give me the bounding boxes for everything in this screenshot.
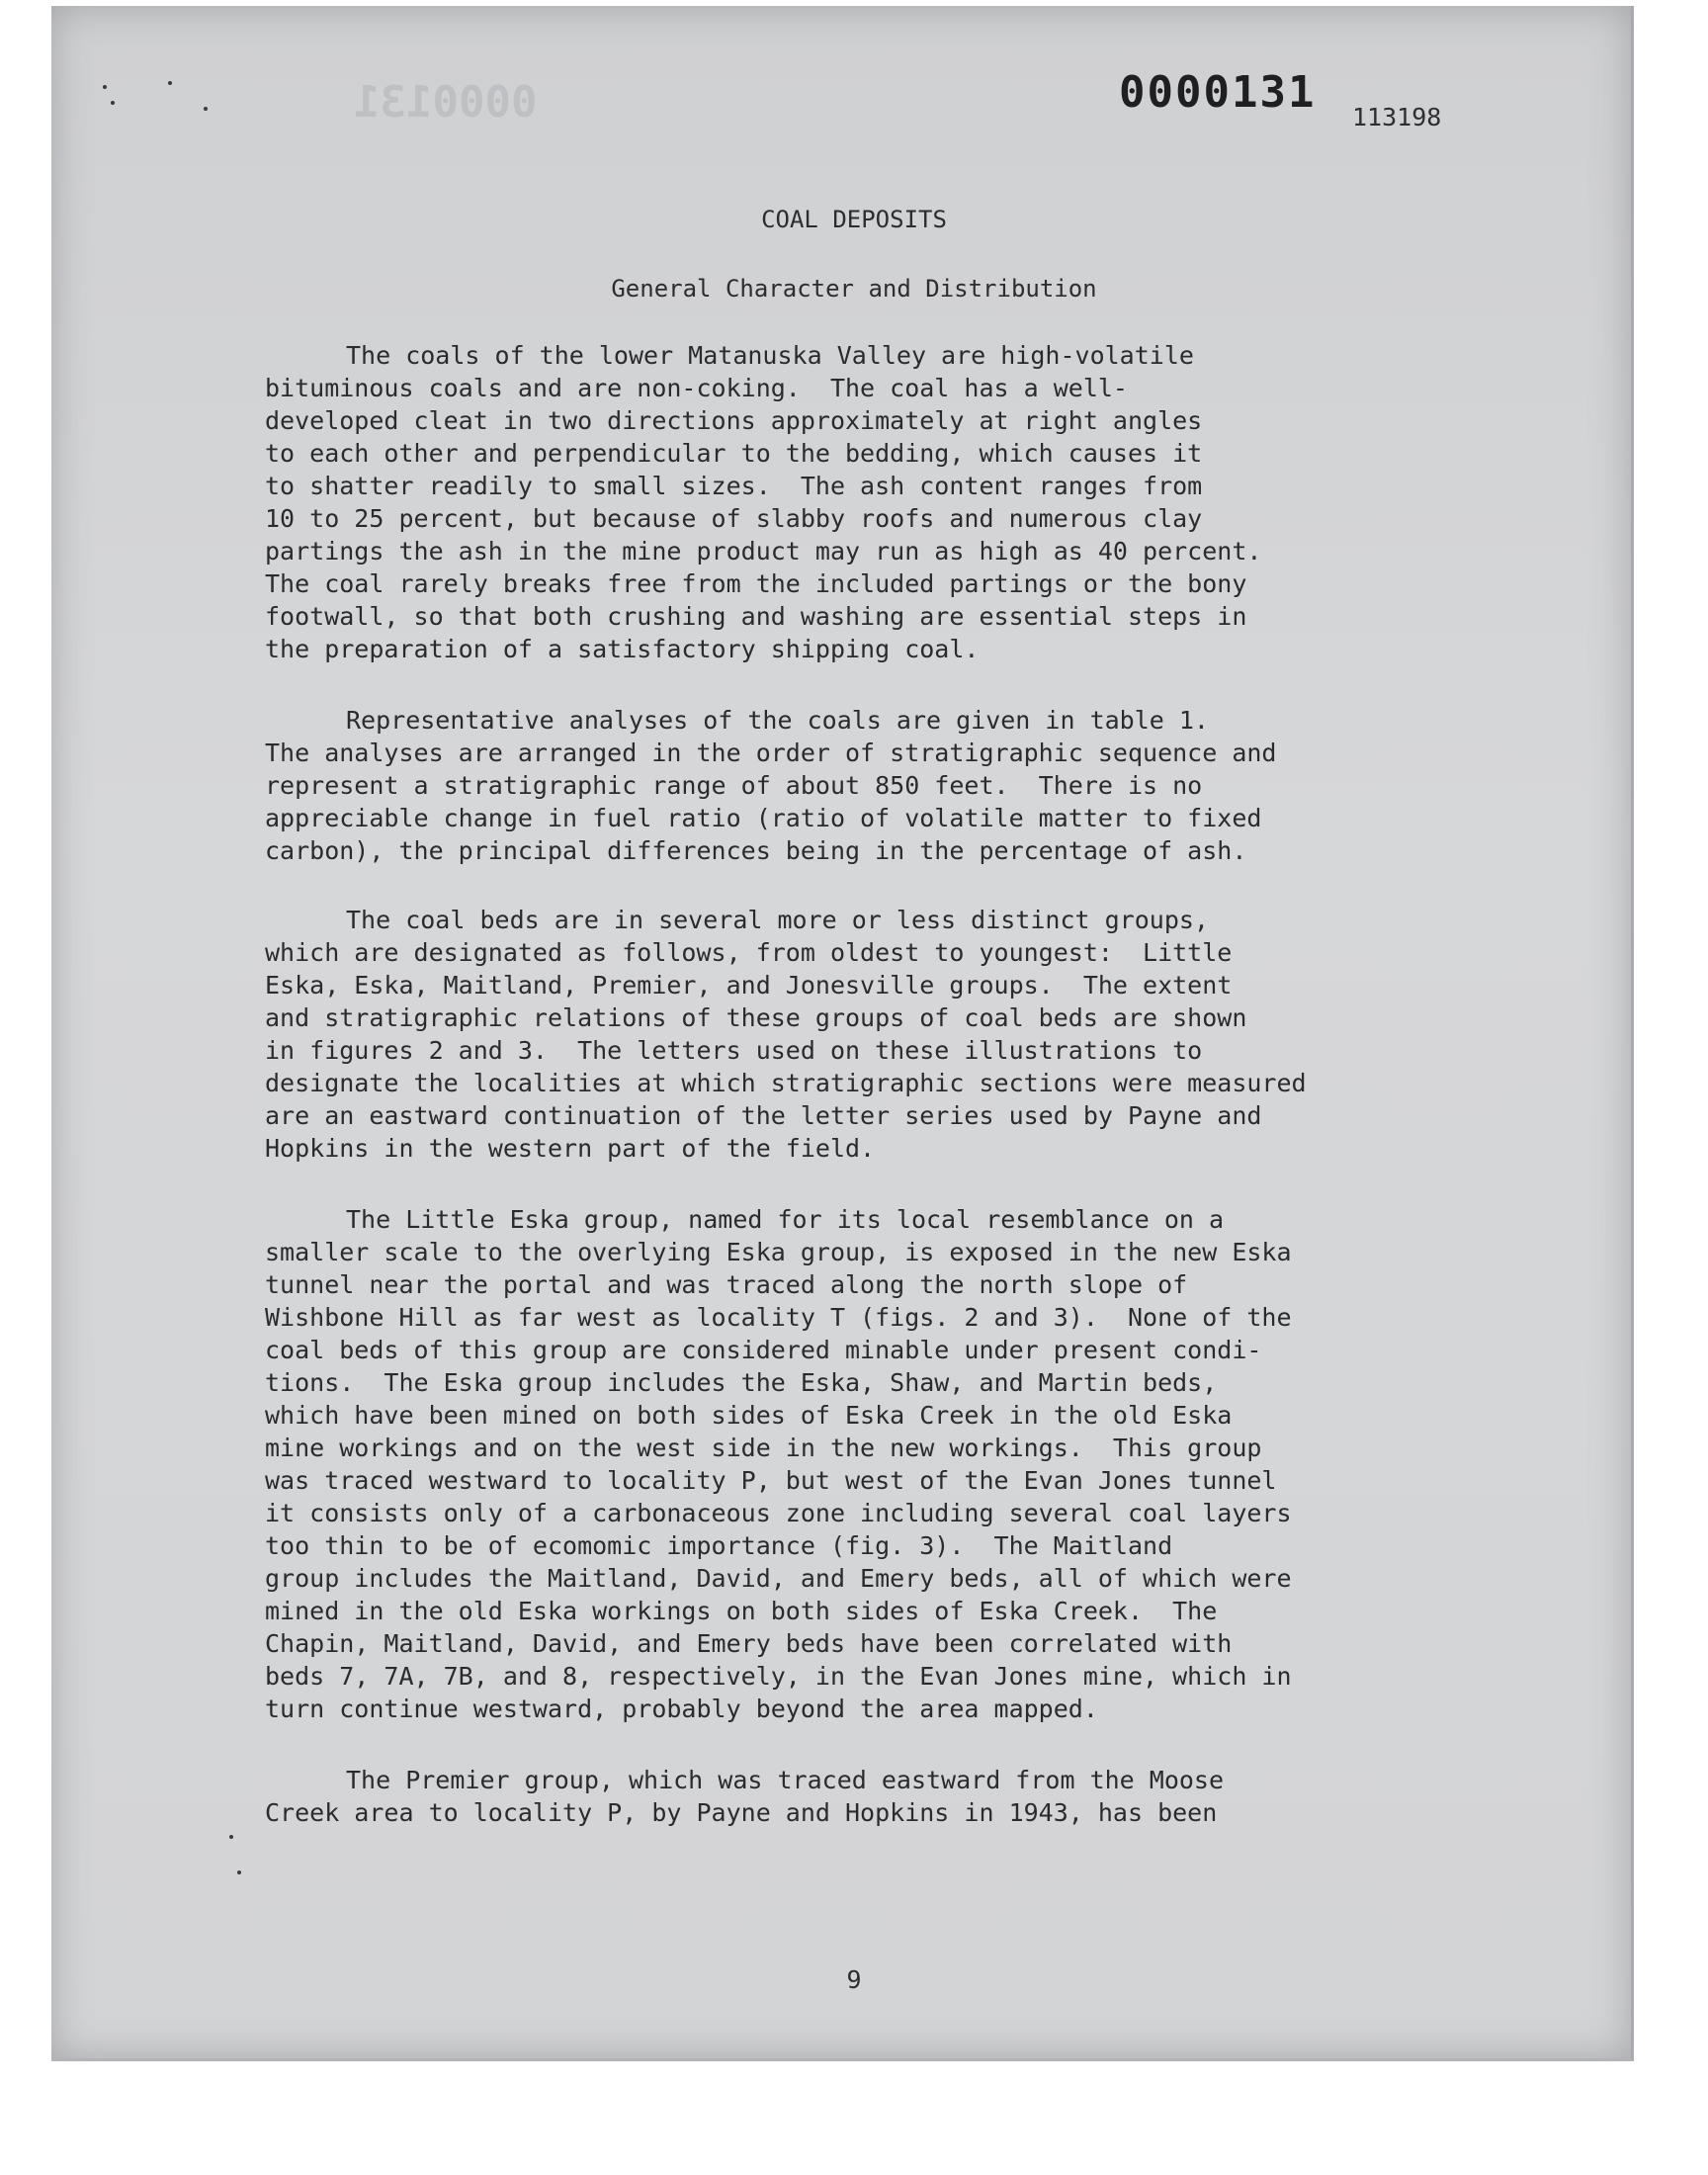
- text-line: Chapin, Maitland, David, and Emery beds have been correlated with: [265, 1629, 1233, 1658]
- scan-speck: [103, 85, 107, 89]
- text-line: represent a stratigraphic range of about 850 feet. There is no: [265, 771, 1203, 800]
- text-line: developed cleat in two directions approximately at right angles: [265, 406, 1203, 435]
- page-title: COAL DEPOSITS: [761, 206, 947, 233]
- text-line: in figures 2 and 3. The letters used on these illustrations to: [265, 1036, 1203, 1065]
- text-line: which are designated as follows, from oldest to youngest: Little: [265, 938, 1233, 967]
- scan-speck: [229, 1835, 233, 1839]
- text-line: The coal beds are in several more or less distinct groups,: [346, 906, 1209, 934]
- reference-number: 113198: [1352, 103, 1442, 131]
- text-line: Eska, Eska, Maitland, Premier, and Jonesville groups. The extent: [265, 971, 1233, 1000]
- text-line: footwall, so that both crushing and washing are essential steps in: [265, 602, 1247, 631]
- text-line: mine workings and on the west side in the new workings. This group: [265, 1434, 1262, 1462]
- text-line: smaller scale to the overlying Eska group, is exposed in the new Eska: [265, 1238, 1292, 1266]
- text-line: Creek area to locality P, by Payne and Hopkins in 1943, has been: [265, 1798, 1218, 1827]
- text-line: coal beds of this group are considered minable under present condi-: [265, 1336, 1262, 1364]
- text-line: mined in the old Eska workings on both sides of Eska Creek. The: [265, 1597, 1218, 1625]
- text-line: are an eastward continuation of the letter series used by Payne and: [265, 1101, 1262, 1130]
- page-number: 9: [846, 1965, 862, 1994]
- text-line: it consists only of a carbonaceous zone including several coal layers: [265, 1499, 1292, 1527]
- text-line: designate the localities at which stratigraphic sections were measured: [265, 1069, 1307, 1097]
- scan-speck: [168, 81, 172, 85]
- paragraph-coal-character: [265, 339, 1431, 665]
- text-line: 10 to 25 percent, but because of slabby roofs and numerous clay: [265, 504, 1203, 533]
- text-line: Wishbone Hill as far west as locality T (figs. 2 and 3). None of the: [265, 1303, 1292, 1332]
- text-line: was traced westward to locality P, but west of the Evan Jones tunnel: [265, 1466, 1277, 1495]
- scan-speck: [237, 1870, 241, 1874]
- paragraph-premier-group: [265, 1764, 1431, 1829]
- section-subtitle: General Character and Distribution: [611, 275, 1097, 303]
- paragraph-analyses: [265, 704, 1431, 867]
- scan-speck: [204, 107, 208, 111]
- text-line: turn continue westward, probably beyond the area mapped.: [265, 1695, 1098, 1723]
- paragraph-little-eska-group: [265, 1203, 1431, 1725]
- text-line: appreciable change in fuel ratio (ratio of volatile matter to fixed: [265, 804, 1262, 832]
- text-line: group includes the Maitland, David, and Emery beds, all of which were: [265, 1564, 1292, 1593]
- text-line: The coals of the lower Matanuska Valley are high-volatile: [346, 341, 1194, 370]
- text-line: to each other and perpendicular to the bedding, which causes it: [265, 439, 1203, 468]
- text-line: The coal rarely breaks free from the included partings or the bony: [265, 569, 1247, 598]
- text-line: and stratigraphic relations of these groups of coal beds are shown: [265, 1003, 1247, 1032]
- text-line: tunnel near the portal and was traced along the north slope of: [265, 1270, 1188, 1299]
- text-line: bituminous coals and are non-coking. The coal has a well-: [265, 374, 1128, 402]
- text-line: The Little Eska group, named for its local resemblance on a: [346, 1205, 1225, 1234]
- scan-speck: [111, 101, 115, 105]
- text-line: which have been mined on both sides of Eska Creek in the old Eska: [265, 1401, 1233, 1430]
- text-line: The Premier group, which was traced eastward from the Moose: [346, 1766, 1225, 1794]
- text-line: to shatter readily to small sizes. The ash content ranges from: [265, 472, 1203, 500]
- text-line: too thin to be of ecomomic importance (fig. 3). The Maitland: [265, 1531, 1173, 1560]
- text-line: tions. The Eska group includes the Eska, Shaw, and Martin beds,: [265, 1368, 1218, 1397]
- text-line: Representative analyses of the coals are given in table 1.: [346, 706, 1209, 735]
- text-line: partings the ash in the mine product may run as high as 40 percent.: [265, 537, 1262, 566]
- bleed-through-number: 0000131: [354, 77, 538, 128]
- text-line: carbon), the principal differences being in the percentage of ash.: [265, 836, 1247, 865]
- text-line: The analyses are arranged in the order of stratigraphic sequence and: [265, 739, 1277, 767]
- text-line: Hopkins in the western part of the field.: [265, 1134, 876, 1163]
- document-number: 0000131: [1119, 67, 1317, 118]
- text-line: the preparation of a satisfactory shipping coal.: [265, 635, 980, 663]
- paragraph-coal-groups: [265, 904, 1431, 1165]
- text-line: beds 7, 7A, 7B, and 8, respectively, in the Evan Jones mine, which in: [265, 1662, 1292, 1691]
